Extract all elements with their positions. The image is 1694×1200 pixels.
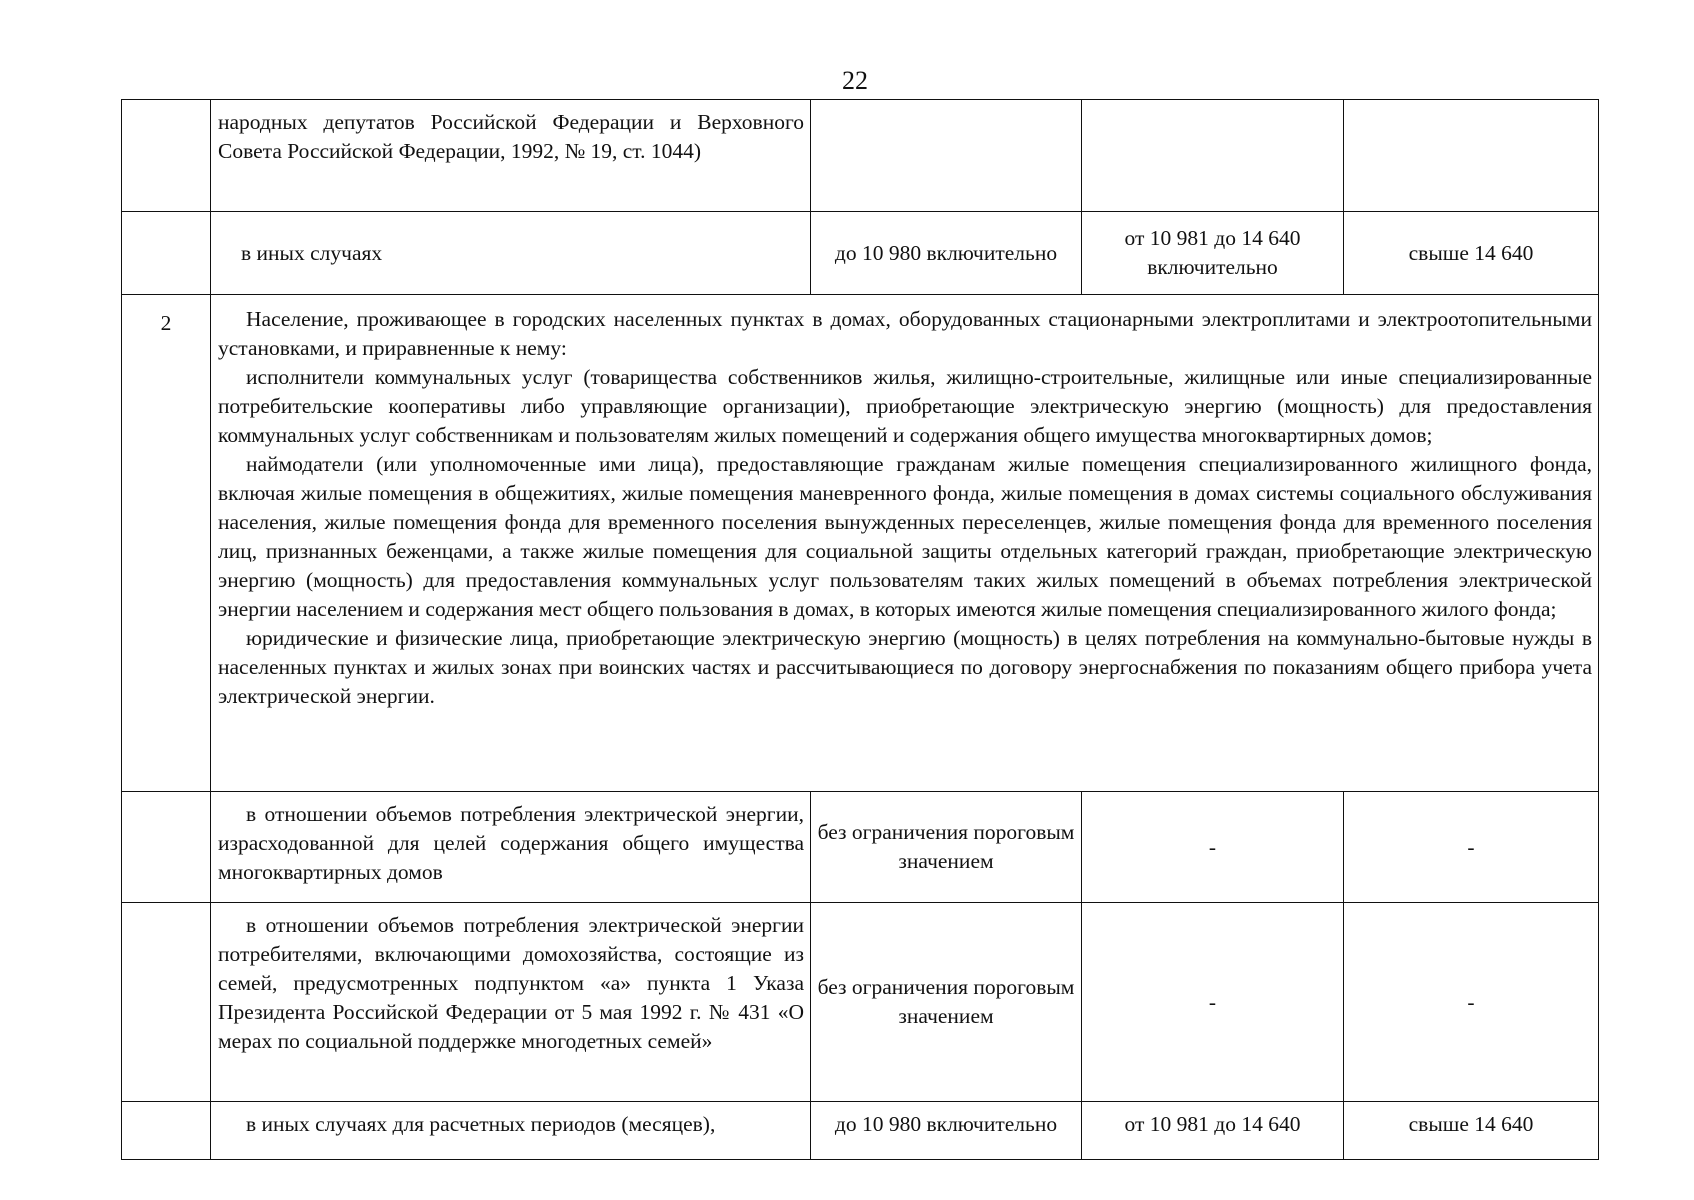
threshold-mid-cell: от 10 981 до 14 640 bbox=[1082, 1102, 1344, 1160]
row-description: народных депутатов Российской Федерации и Верховного Совета Российской Федерации, 1992, № 19, ст. 1044) bbox=[211, 100, 811, 212]
page-number: 22 bbox=[842, 66, 868, 95]
row-number-cell bbox=[122, 212, 211, 295]
paragraph: Население, проживающее в городских населенных пунктах в домах, оборудованных стационарными электроплитами и электроотопительными установками, и приравненные к нему: bbox=[218, 307, 1592, 360]
row-number-cell: 2 bbox=[122, 295, 211, 792]
row-description: в отношении объемов потребления электрической энергии потребителями, включающими домохозяйства, состоящие из семей, предусмотренных подпунктом «а» пункта 1 Указа Президента Российской Федерации от 5 мая 1992 г. № 431 «О мерах по социальной поддержке многодетных семей» bbox=[211, 903, 811, 1102]
row-number-cell bbox=[122, 792, 211, 903]
table-row bbox=[122, 792, 1599, 903]
threshold-high-cell bbox=[1344, 100, 1599, 212]
row-description-text: в иных случаях для расчетных периодов (месяцев), bbox=[246, 1112, 716, 1136]
table-row bbox=[122, 100, 1599, 212]
threshold-high-cell: свыше 14 640 bbox=[1344, 212, 1599, 295]
threshold-high-cell: свыше 14 640 bbox=[1344, 1102, 1599, 1160]
paragraph: исполнители коммунальных услуг (товарищества собственников жилья, жилищно-строительные, жилищные или иные специализированные потребительские кооперативы либо управляющие организации), приобретающие электрическую энергию (мощность) для предоставления коммунальных услуг собственникам и пользователям жилых помещений и содержания общего имущества многоквартирных домов; bbox=[218, 365, 1592, 447]
threshold-high-cell: - bbox=[1344, 903, 1599, 1102]
row-description bbox=[211, 1102, 811, 1160]
threshold-mid-cell: - bbox=[1082, 792, 1344, 903]
row-description: в отношении объемов потребления электрической энергии, израсходованной для целей содержания общего имущества многоквартирных домов bbox=[211, 792, 811, 903]
threshold-low-cell bbox=[811, 100, 1082, 212]
row-number-cell bbox=[122, 1102, 211, 1160]
paragraph: юридические и физические лица, приобретающие электрическую энергию (мощность) в целях потребления на коммунально-бытовые нужды в населенных пунктах и жилых зонах при воинских частях и рассчитывающиеся по договору энергоснабжения по показаниям общего прибора учета электрической энергии. bbox=[218, 626, 1592, 708]
row-number-cell bbox=[122, 903, 211, 1102]
table-row bbox=[122, 1102, 1599, 1160]
table-row bbox=[122, 212, 1599, 295]
threshold-mid-cell bbox=[1082, 100, 1344, 212]
tariff-table bbox=[121, 99, 1599, 1160]
threshold-low-cell: до 10 980 включительно bbox=[811, 212, 1082, 295]
table-row bbox=[122, 295, 1599, 792]
threshold-mid-cell: от 10 981 до 14 640 включительно bbox=[1082, 212, 1344, 295]
threshold-low-cell: без ограничения пороговым значением bbox=[811, 903, 1082, 1102]
threshold-high-cell: - bbox=[1344, 792, 1599, 903]
paragraph: наймодатели (или уполномоченные ими лица), предоставляющие гражданам жилые помещения специализированного жилищного фонда, включая жилые помещения в общежитиях, жилые помещения маневренного фонда, жилые помещения в домах системы социального обслуживания населения, жилые помещения фонда для временного поселения вынужденных переселенцев, жилые помещения фонда для временного поселения лиц, признанных беженцами, а также жилые помещения для социальной защиты отдельных категорий граждан, приобретающие электрическую энергию (мощность) для предоставления коммунальных услуг пользователям таких жилых помещений в объемах потребления электрической энергии населением и содержания мест общего пользования в домах, в которых имеются жилые помещения специализированного жилого фонда; bbox=[218, 452, 1592, 621]
row-description: в иных случаях bbox=[211, 212, 811, 295]
threshold-mid-cell: - bbox=[1082, 903, 1344, 1102]
row-number-cell bbox=[122, 100, 211, 212]
threshold-low-cell: до 10 980 включительно bbox=[811, 1102, 1082, 1160]
section-description bbox=[211, 295, 1599, 792]
threshold-low-cell: без ограничения пороговым значением bbox=[811, 792, 1082, 903]
table-row bbox=[122, 903, 1599, 1102]
